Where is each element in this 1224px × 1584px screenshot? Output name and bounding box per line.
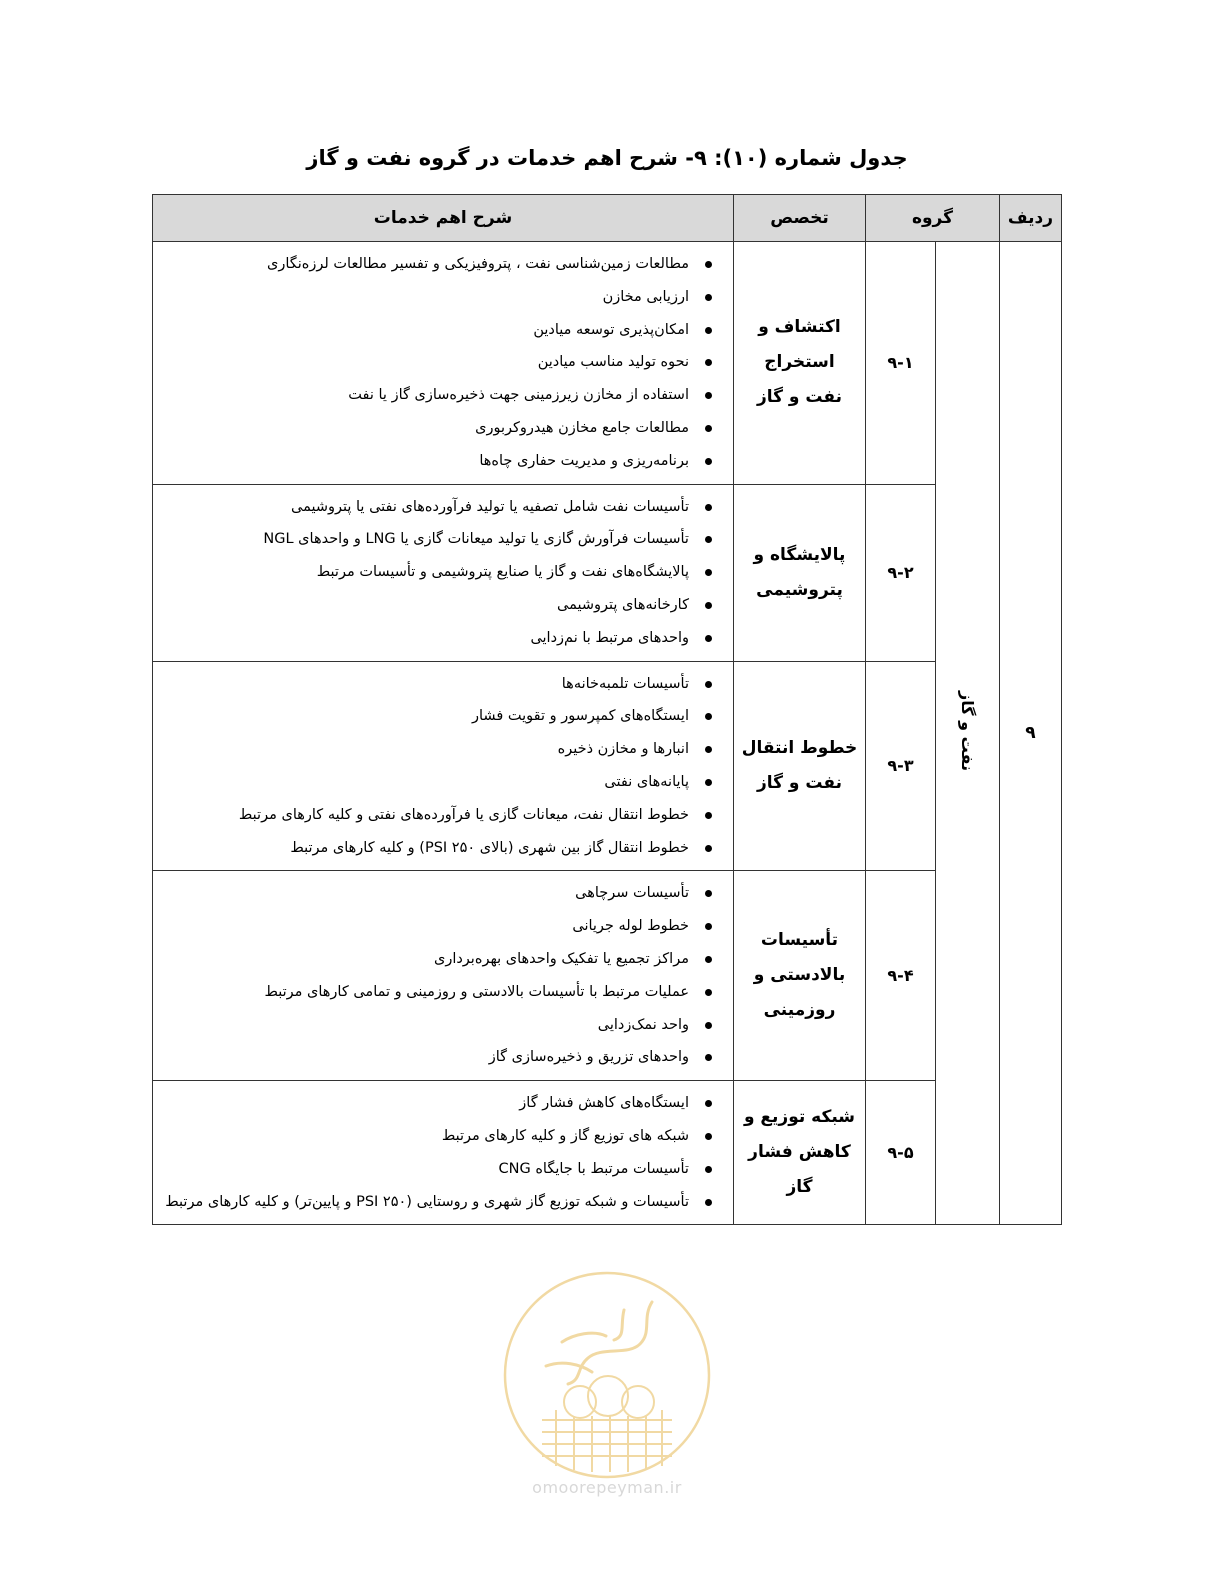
specialty-line: گاز	[786, 1177, 813, 1198]
services-table	[152, 194, 1062, 1225]
list-item: عملیات مرتبط با تأسیسات بالادستی و روزمینی و تمامی کارهای مرتبط	[161, 976, 725, 1009]
table-row	[153, 871, 1062, 1081]
specialty-line: نفت و گاز	[756, 772, 843, 793]
list-item: مطالعات زمین‌شناسی نفت ، پتروفیزیکی و تفسیر مطالعات لرزه‌نگاری	[161, 248, 725, 281]
list-item: خطوط انتقال نفت، میعانات گازی یا فرآورده‌های نفتی و کلیه کارهای مرتبط	[161, 799, 725, 832]
watermark-site: omoorepeyman.ir	[532, 1478, 682, 1497]
table-body	[153, 242, 1062, 1225]
table-row	[153, 242, 1062, 485]
watermark-seal-logo	[502, 1270, 712, 1480]
table-row	[153, 661, 1062, 871]
specialty-line: بالادستی و	[753, 965, 846, 986]
list-item: خطوط انتقال گاز بین شهری (بالای PSI ۲۵۰) و کلیه کارهای مرتبط	[161, 832, 725, 865]
description-cell	[153, 242, 734, 485]
list-item: ایستگاه‌های کمپرسور و تقویت فشار	[161, 700, 725, 733]
specialty-line: تأسیسات	[760, 930, 839, 951]
specialty-line: اکتشاف و	[758, 317, 841, 338]
specialty-cell	[733, 1081, 865, 1225]
service-list	[161, 1087, 725, 1218]
specialty-cell	[733, 484, 865, 661]
subgroup-code: ۹-۳	[865, 661, 935, 871]
group-cell	[936, 242, 1000, 1225]
list-item: تأسیسات نفت شامل تصفیه یا تولید فرآورده‌های نفتی یا پتروشیمی	[161, 491, 725, 524]
header-specialty: تخصص	[733, 195, 865, 242]
header-radif: ردیف	[1000, 195, 1062, 242]
list-item: امکان‌پذیری توسعه میادین	[161, 314, 725, 347]
description-cell	[153, 871, 734, 1081]
list-item: خطوط لوله جریانی	[161, 910, 725, 943]
specialty-line: کاهش فشار	[748, 1142, 851, 1163]
radif-cell: ۹	[1000, 242, 1062, 1225]
list-item: مراکز تجمیع یا تفکیک واحدهای بهره‌برداری	[161, 943, 725, 976]
list-item: پالایشگاه‌های نفت و گاز یا صنایع پتروشیمی و تأسیسات مرتبط	[161, 556, 725, 589]
description-cell	[153, 1081, 734, 1225]
subgroup-code: ۹-۱	[865, 242, 935, 485]
service-list	[161, 491, 725, 655]
table-title: جدول شماره (۱۰): ۹- شرح اهم خدمات در گروه نفت و گاز	[306, 146, 908, 170]
specialty-cell	[733, 242, 865, 485]
specialty-line: استخراج	[764, 352, 835, 373]
list-item: ارزیابی مخازن	[161, 281, 725, 314]
list-item: نحوه تولید مناسب میادین	[161, 346, 725, 379]
header-row	[153, 195, 1062, 242]
specialty-line: پالایشگاه و	[753, 544, 846, 565]
header-description: شرح اهم خدمات	[153, 195, 734, 242]
list-item: واحد نمک‌زدایی	[161, 1009, 725, 1042]
description-cell	[153, 484, 734, 661]
specialty-line: نفت و گاز	[756, 387, 843, 408]
list-item: پایانه‌های نفتی	[161, 766, 725, 799]
list-item: کارخانه‌های پتروشیمی	[161, 589, 725, 622]
table-row	[153, 1081, 1062, 1225]
list-item: واحدهای تزریق و ذخیره‌سازی گاز	[161, 1041, 725, 1074]
description-cell	[153, 661, 734, 871]
table-row	[153, 484, 1062, 661]
header-group: گروه	[865, 195, 999, 242]
list-item: ایستگاه‌های کاهش فشار گاز	[161, 1087, 725, 1120]
specialty-line: شبکه توزیع و	[743, 1107, 856, 1128]
service-list	[161, 877, 725, 1074]
specialty-cell	[733, 871, 865, 1081]
list-item: شبکه های توزیع گاز و کلیه کارهای مرتبط	[161, 1120, 725, 1153]
specialty-line: روزمینی	[763, 1000, 836, 1021]
list-item: تأسیسات تلمبه‌خانه‌ها	[161, 668, 725, 701]
subgroup-code: ۹-۵	[865, 1081, 935, 1225]
list-item: تأسیسات سرچاهی	[161, 877, 725, 910]
service-list	[161, 248, 725, 478]
specialty-cell	[733, 661, 865, 871]
list-item: واحدهای مرتبط با نم‌زدایی	[161, 622, 725, 655]
subgroup-code: ۹-۴	[865, 871, 935, 1081]
group-name: نفت و گاز	[958, 691, 977, 772]
list-item: برنامه‌ریزی و مدیریت حفاری چاه‌ها	[161, 445, 725, 478]
specialty-line: پتروشیمی	[756, 579, 843, 600]
specialty-line: خطوط انتقال	[741, 737, 858, 758]
subgroup-code: ۹-۲	[865, 484, 935, 661]
list-item: تأسیسات و شبکه توزیع گاز شهری و روستایی (PSI ۲۵۰ و پایین‌تر) و کلیه کارهای مرتبط	[161, 1186, 725, 1219]
list-item: استفاده از مخازن زیرزمینی جهت ذخیره‌سازی گاز یا نفت	[161, 379, 725, 412]
list-item: تأسیسات فرآورش گازی یا تولید میعانات گازی یا LNG و واحدهای NGL	[161, 523, 725, 556]
list-item: انبارها و مخازن ذخیره	[161, 733, 725, 766]
list-item: مطالعات جامع مخازن هیدروکربوری	[161, 412, 725, 445]
service-list	[161, 668, 725, 865]
list-item: تأسیسات مرتبط با جایگاه CNG	[161, 1153, 725, 1186]
